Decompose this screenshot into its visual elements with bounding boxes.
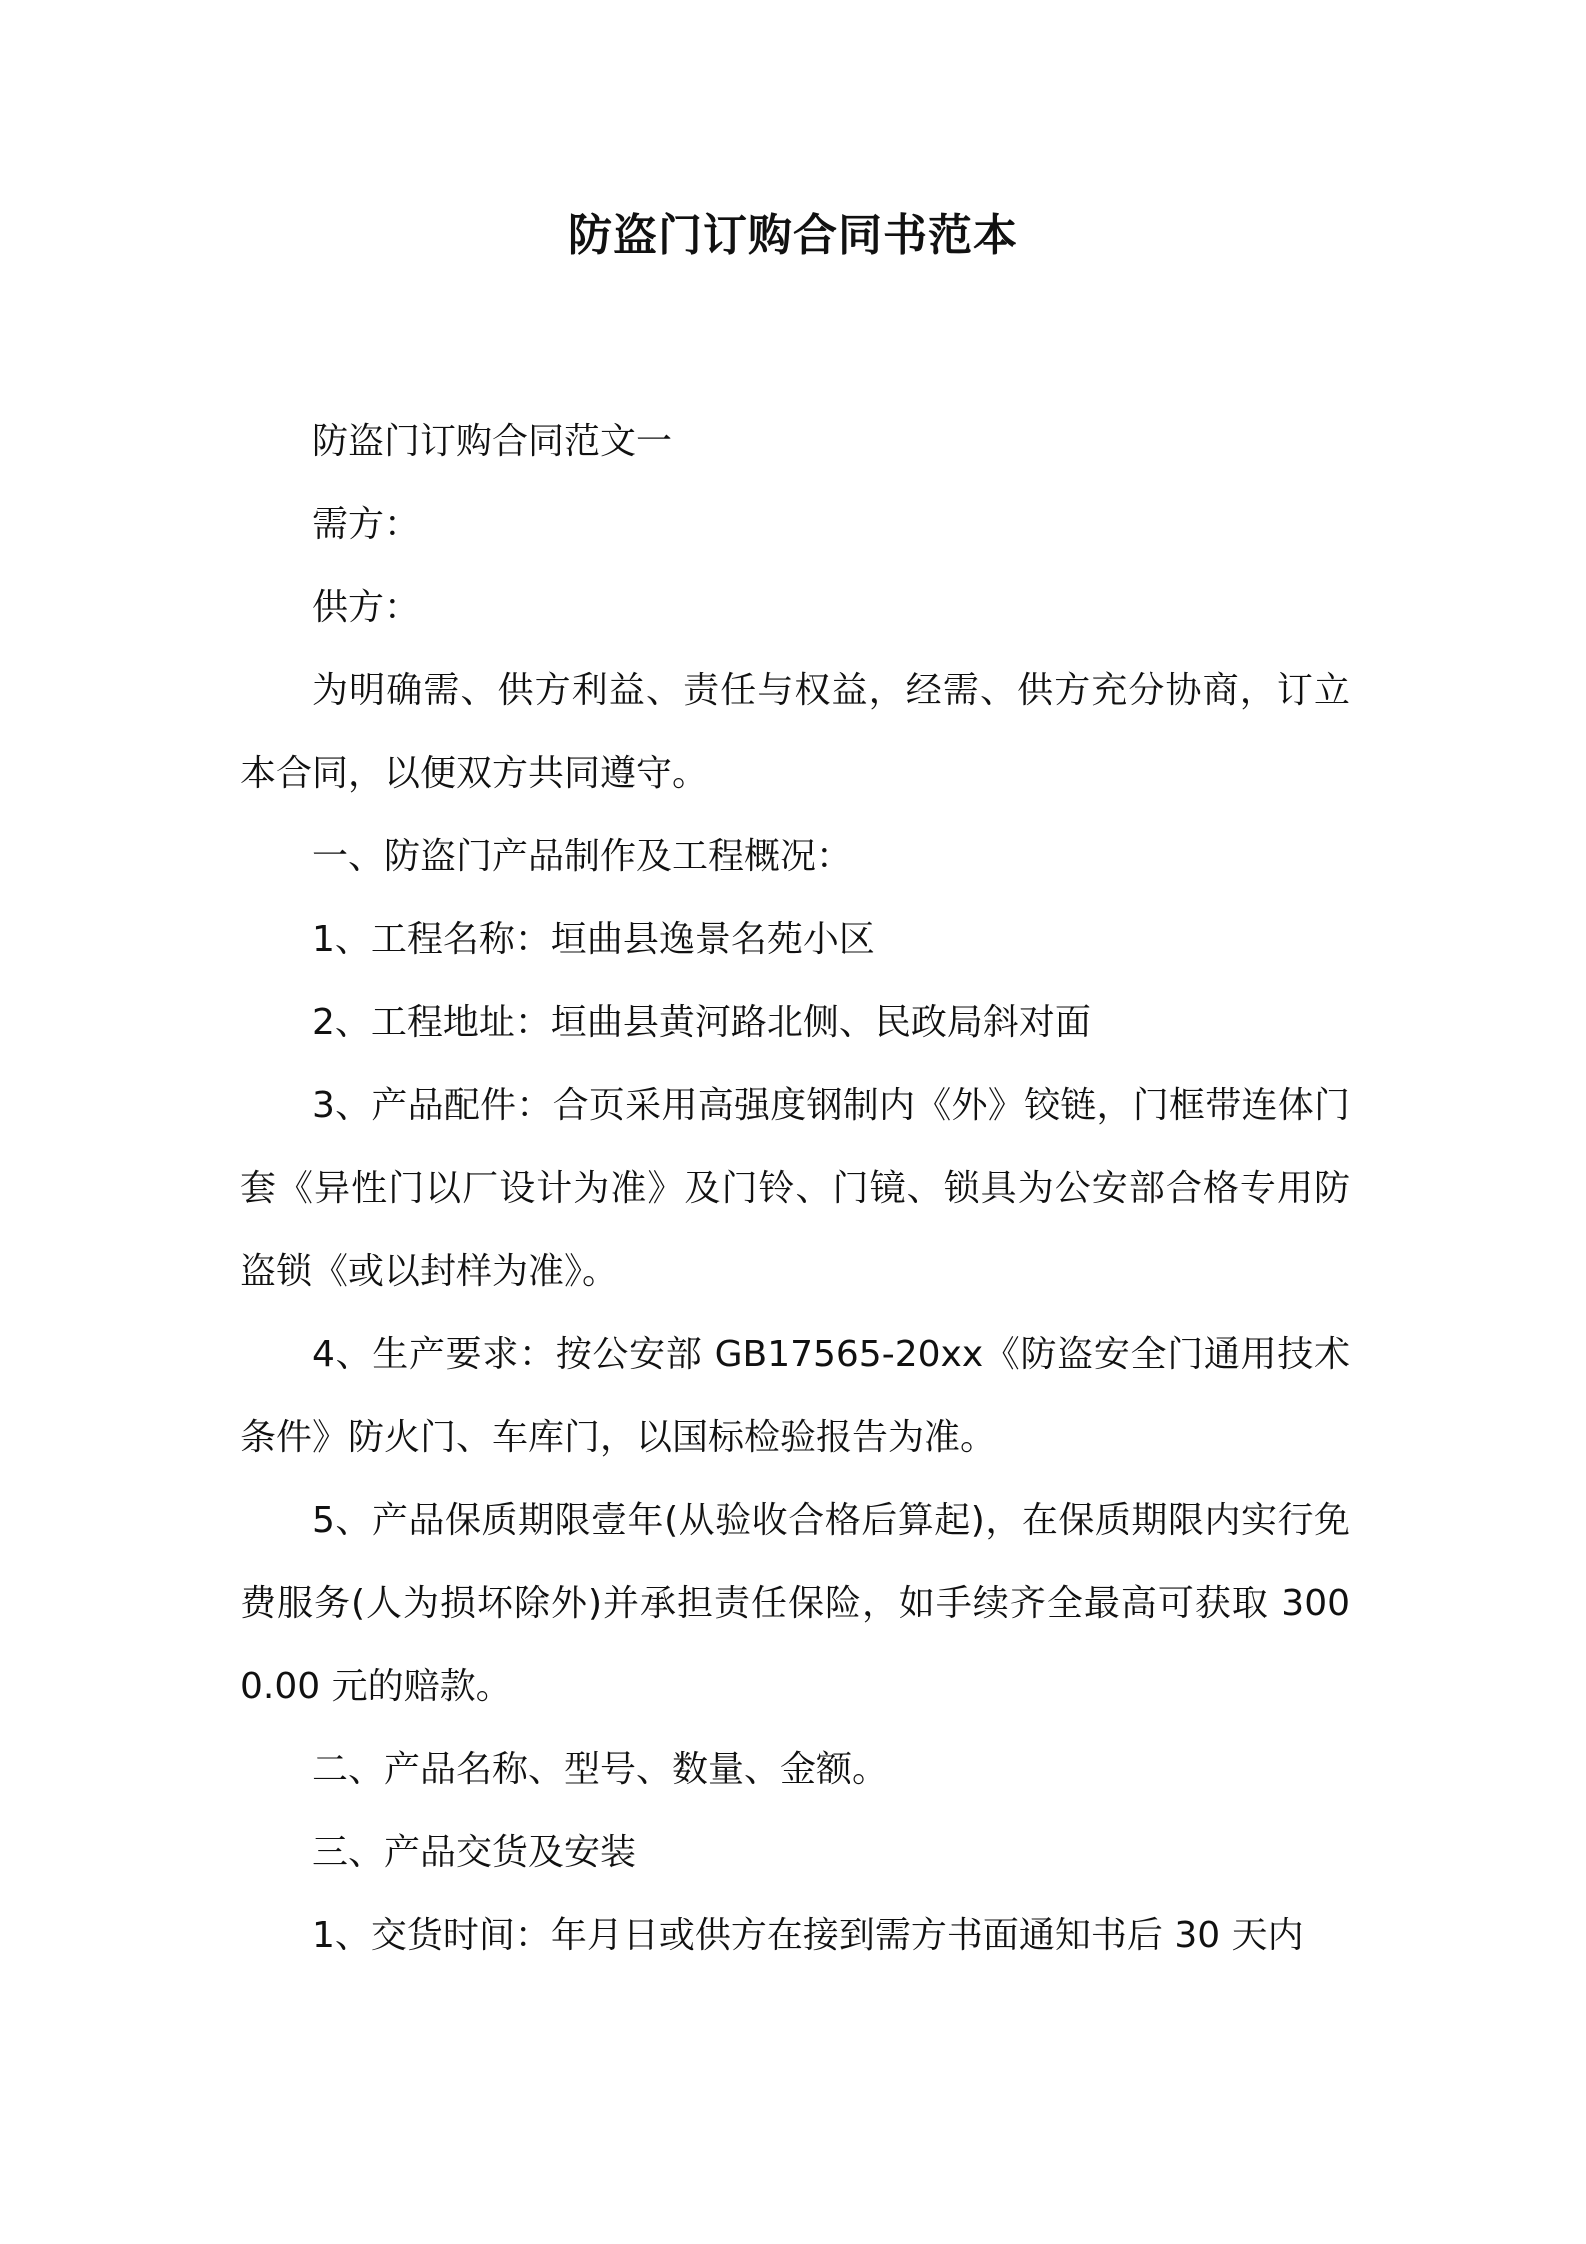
paragraph-supplier: 供方： xyxy=(312,587,421,628)
document-title: 防盗门订购合同书范本 xyxy=(568,210,1018,261)
paragraph-section-1: 一、防盗门产品制作及工程概况： xyxy=(312,836,853,877)
paragraph-section-2: 二、产品名称、型号、数量、金额。 xyxy=(312,1749,889,1790)
paragraph-project-address: 2、工程地址：垣曲县黄河路北侧、民政局斜对面 xyxy=(312,1002,1091,1043)
paragraph-buyer: 需方： xyxy=(312,504,421,545)
paragraph-subtitle: 防盗门订购合同范文一 xyxy=(312,421,673,462)
paragraph-warranty: 5、产品保质期限壹年(从验收合格后算起)，在保质期限内实行免费服务(人为损坏除外)并承担责任保险，如手续齐全最高可获取 3000.00 元的赔款。 xyxy=(240,1500,1350,1707)
paragraph-section-3: 三、产品交货及安装 xyxy=(312,1832,637,1873)
paragraph-product-parts: 3、产品配件：合页采用高强度钢制内《外》铰链，门框带连体门套《异性门以厂设计为准》及门铃、门镜、锁具为公安部合格专用防盗锁《或以封样为准》。 xyxy=(240,1085,1350,1292)
paragraph-production-requirements: 4、生产要求：按公安部 GB17565-20xx《防盗安全门通用技术条件》防火门、车库门，以国标检验报告为准。 xyxy=(240,1334,1350,1458)
paragraph-preamble: 为明确需、供方利益、责任与权益，经需、供方充分协商，订立本合同，以便双方共同遵守。 xyxy=(240,670,1350,794)
paragraph-delivery-time: 1、交货时间：年月日或供方在接到需方书面通知书后 30 天内 xyxy=(312,1915,1304,1956)
document-body xyxy=(240,400,1350,1977)
paragraph-project-name: 1、工程名称：垣曲县逸景名苑小区 xyxy=(312,919,875,960)
